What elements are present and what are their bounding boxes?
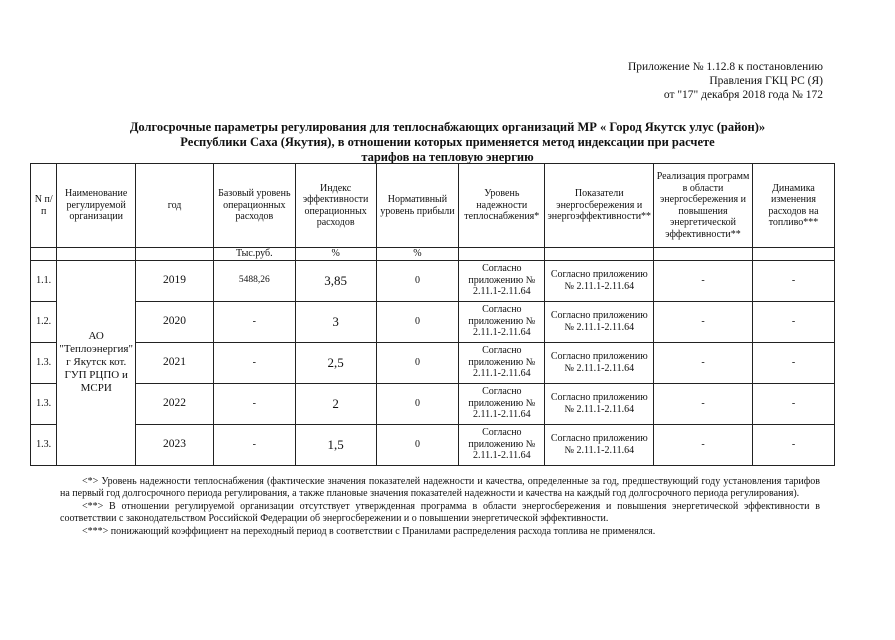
appendix-line-1: Приложение № 1.12.8 к постановлению: [627, 61, 823, 73]
header-reliability: Уровень надежности теплоснабжения*: [459, 164, 545, 248]
row-efficiency-index: 3,85: [295, 260, 376, 301]
row-base-costs: -: [214, 301, 295, 342]
document-title: [60, 120, 835, 165]
unit-profit-level: %: [376, 248, 458, 261]
row-efficiency-index: 1,5: [295, 424, 376, 465]
footnotes: [60, 476, 820, 539]
parameters-table: [30, 163, 835, 466]
row-energy-saving: Согласно приложению № 2.11.1-2.11.64: [545, 424, 654, 465]
table-row: [31, 301, 835, 342]
row-profit-level: 0: [376, 260, 458, 301]
row-reliability: Согласно приложению № 2.11.1-2.11.64: [459, 301, 545, 342]
footnote-fuel: <***> понижающий коэффициент на переходный период в соответствии с Пранилами распределения расхода топлива не применялся.: [82, 526, 656, 537]
row-base-costs: 5488,26: [214, 260, 295, 301]
row-year: 2021: [135, 342, 213, 383]
title-line-1: Долгосрочные параметры регулирования для теплоснабжающих организаций МР « Город Якутск улус (район)»: [129, 120, 766, 134]
row-profit-level: 0: [376, 301, 458, 342]
organization-name: АО "Теплоэнергия" г Якутск кот. ГУП РЦПО и МСРИ: [57, 260, 136, 465]
footnote-energy-program: <**> В отношении регулируемой организации отсутствует утвержденная программа в области энергосбережения и повышения энергетической эффективности в соответствии с законодательством Российской Федерации об энергосбережении и о повышении энергетической эффективности.: [60, 501, 820, 524]
row-reliability: Согласно приложению № 2.11.1-2.11.64: [459, 383, 545, 424]
row-profit-level: 0: [376, 383, 458, 424]
row-programs: -: [654, 383, 753, 424]
row-efficiency-index: 2,5: [295, 342, 376, 383]
row-number: 1.2.: [31, 301, 57, 342]
title-line-2: Республики Саха (Якутия), в отношении которых применяется метод индексации при расчете: [180, 135, 715, 149]
appendix-header: [628, 60, 823, 102]
table-units-row: [31, 248, 835, 261]
row-number: 1.3.: [31, 424, 57, 465]
header-number: N п/п: [31, 164, 57, 248]
row-efficiency-index: 2: [295, 383, 376, 424]
row-profit-level: 0: [376, 424, 458, 465]
header-programs: Реализация программ в области энергосбережения и повышения энергетической эффективности**: [654, 164, 753, 248]
header-profit-level: Нормативный уровень прибыли: [376, 164, 458, 248]
row-fuel-dynamics: -: [752, 424, 834, 465]
header-fuel-dynamics: Динамика изменения расходов на топливо***: [752, 164, 834, 248]
row-fuel-dynamics: -: [752, 383, 834, 424]
row-base-costs: -: [214, 383, 295, 424]
row-fuel-dynamics: -: [752, 260, 834, 301]
row-energy-saving: Согласно приложению № 2.11.1-2.11.64: [545, 383, 654, 424]
row-number: 1.3.: [31, 383, 57, 424]
row-number: 1.1.: [31, 260, 57, 301]
row-fuel-dynamics: -: [752, 342, 834, 383]
row-year: 2020: [135, 301, 213, 342]
header-year: год: [135, 164, 213, 248]
row-reliability: Согласно приложению № 2.11.1-2.11.64: [459, 342, 545, 383]
footnote-reliability: <*> Уровень надежности теплоснабжения (фактические значения показателей надежности и качества, определенные за год, предшествующий году установления тарифов на первый год долгосрочного периода регулирования, а также плановые значения показателей надежности и качества на каждый год долгосрочного периода регулирования).: [60, 476, 820, 499]
row-profit-level: 0: [376, 342, 458, 383]
appendix-line-3: от "17" декабря 2018 года № 172: [663, 89, 823, 101]
table-header-row: [31, 164, 835, 248]
row-programs: -: [654, 342, 753, 383]
appendix-line-2: Правления ГКЦ РС (Я): [709, 75, 823, 87]
row-base-costs: -: [214, 342, 295, 383]
row-year: 2022: [135, 383, 213, 424]
row-reliability: Согласно приложению № 2.11.1-2.11.64: [459, 424, 545, 465]
unit-base-costs: Тыс.руб.: [214, 248, 295, 261]
header-base-costs: Базовый уровень операционных расходов: [214, 164, 295, 248]
table-row: [31, 383, 835, 424]
header-efficiency-index: Индекс эффективности операционных расходов: [295, 164, 376, 248]
table-row: [31, 342, 835, 383]
row-fuel-dynamics: -: [752, 301, 834, 342]
header-organization: Наименование регулируемой организации: [57, 164, 136, 248]
row-year: 2019: [135, 260, 213, 301]
row-energy-saving: Согласно приложению № 2.11.1-2.11.64: [545, 301, 654, 342]
row-base-costs: -: [214, 424, 295, 465]
header-energy-saving: Показатели энергосбережения и энергоэффективности**: [545, 164, 654, 248]
row-number: 1.3.: [31, 342, 57, 383]
row-year: 2023: [135, 424, 213, 465]
row-programs: -: [654, 260, 753, 301]
title-line-3: тарифов на тепловую энергию: [361, 150, 534, 164]
row-reliability: Согласно приложению № 2.11.1-2.11.64: [459, 260, 545, 301]
row-energy-saving: Согласно приложению № 2.11.1-2.11.64: [545, 342, 654, 383]
row-energy-saving: Согласно приложению № 2.11.1-2.11.64: [545, 260, 654, 301]
table-row: [31, 260, 835, 301]
table-row: [31, 424, 835, 465]
unit-efficiency-index: %: [295, 248, 376, 261]
row-programs: -: [654, 424, 753, 465]
row-efficiency-index: 3: [295, 301, 376, 342]
row-programs: -: [654, 301, 753, 342]
